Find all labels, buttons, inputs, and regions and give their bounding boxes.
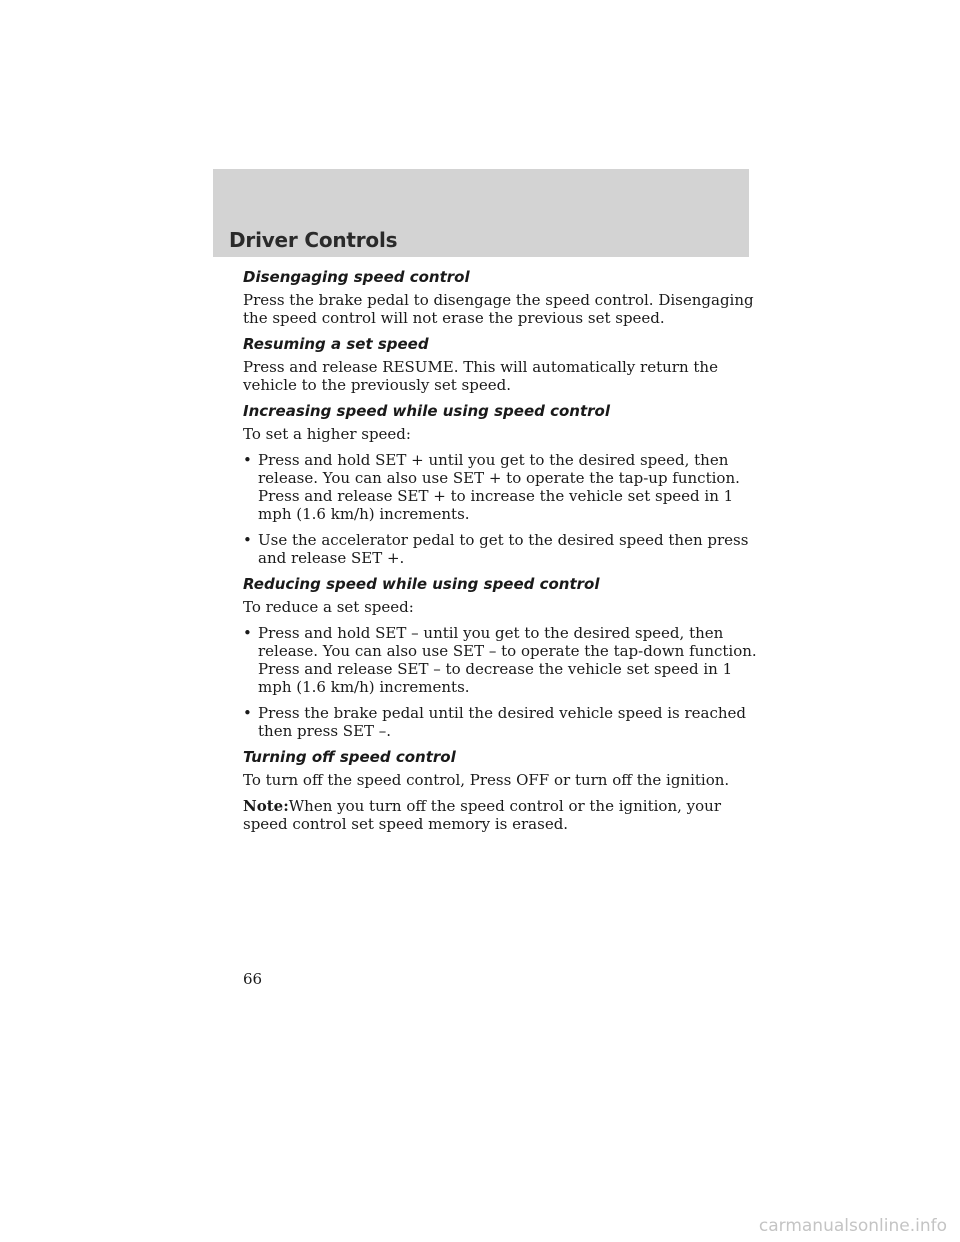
heading-resuming: Resuming a set speed: [243, 335, 429, 353]
heading-reducing: Reducing speed while using speed control: [243, 575, 600, 593]
bullet-glyph: •: [243, 704, 252, 722]
watermark-text: carmanualsonline.info: [758, 1216, 947, 1236]
bullet-glyph: •: [243, 451, 252, 469]
heading-turning-off: Turning off speed control: [243, 748, 456, 766]
paragraph-resuming: Press and release RESUME. This will automatically return the vehicle to the previously set speed.: [243, 358, 718, 394]
bullet-glyph: •: [243, 531, 252, 549]
note-label: Note:: [243, 797, 289, 815]
page-number: 66: [243, 970, 263, 988]
list-item-text: Press and hold SET – until you get to the desired speed, then release. You can also use SET – to operate the tap-down function. Press and release SET – to decrease the vehicle set speed in 1 mph (1.6 km/h) increments.: [258, 624, 757, 696]
paragraph-reducing-intro: To reduce a set speed:: [243, 598, 414, 616]
list-item: [243, 704, 763, 740]
list-item: [243, 451, 763, 523]
list-item-text: Use the accelerator pedal to get to the desired speed then press and release SET +.: [258, 531, 749, 567]
reducing-bullet-list: [243, 624, 763, 740]
section-title: Driver Controls: [229, 228, 398, 252]
list-item: [243, 624, 763, 696]
note-paragraph: [243, 797, 763, 833]
paragraph-turning-off: To turn off the speed control, Press OFF or turn off the ignition.: [243, 771, 730, 789]
increasing-bullet-list: [243, 451, 763, 567]
paragraph-increasing-intro: To set a higher speed:: [243, 425, 411, 443]
paragraph-disengaging: Press the brake pedal to disengage the speed control. Disengaging the speed control will not erase the previous set speed.: [243, 291, 754, 327]
list-item-text: Press the brake pedal until the desired vehicle speed is reached then press SET –.: [258, 704, 746, 740]
bullet-glyph: •: [243, 624, 252, 642]
section-header-band: [213, 169, 749, 257]
list-item: [243, 531, 763, 567]
note-text: When you turn off the speed control or the ignition, your speed control set speed memory is erased.: [243, 797, 721, 833]
list-item-text: Press and hold SET + until you get to the desired speed, then release. You can also use SET + to operate the tap-up function. Press and release SET + to increase the vehicle set speed in 1 mph (1.6 km/h) increments.: [258, 451, 740, 523]
heading-disengaging: Disengaging speed control: [243, 268, 470, 286]
heading-increasing: Increasing speed while using speed control: [243, 402, 610, 420]
page-content: [243, 268, 763, 841]
